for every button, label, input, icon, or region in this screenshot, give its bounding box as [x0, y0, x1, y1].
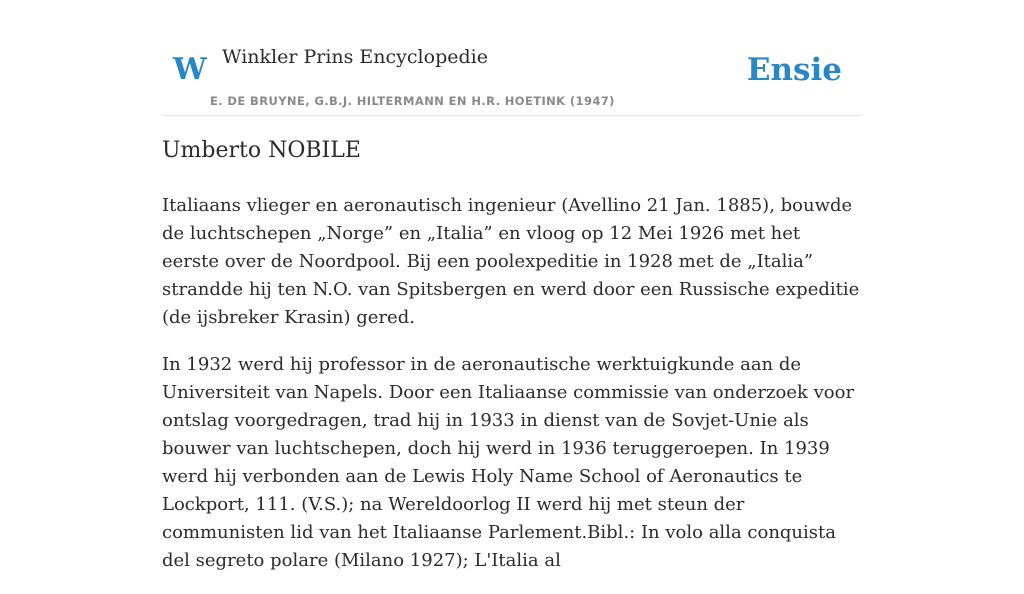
ensie-logo[interactable]: Ensie [746, 52, 842, 88]
article-paragraph: Italiaans vlieger en aeronautisch ingenieur (Avellino 21 Jan. 1885), bouwde de luchtschepen „Norge” en „Italia” en vloog op 12 Mei 1926 met het eerste over de Noordpool. Bij een poolexpeditie in 1928 met de „Italia” strandde hij ten N.O. van Spitsbergen en werd door een Russische expeditie (de ijsbreker Krasin) gered. [162, 195, 860, 328]
source-authors: E. DE BRUYNE, G.B.J. HILTERMANN EN H.R. HOETINK (1947) [210, 94, 615, 108]
article-paragraph: In 1932 werd hij professor in de aeronautische werktuigkunde aan de Universiteit van Napels. Door een Italiaanse commissie van onderzoek voor ontslag voorgedragen, trad hij in 1933 in dienst van de Sovjet-Unie als bouwer van luchtschepen, doch hij werd in 1936 teruggeroepen. In 1939 werd hij verbonden aan de Lewis Holy Name School of Aeronautics te Lockport, 111. (V.S.); na Wereldoorlog II werd hij met steun der communisten lid van het Italiaanse Parlement.Bibl.: In volo alla conquista del segreto polare (Milano 1927); L'Italia al [162, 354, 855, 571]
page-title: Umberto NOBILE [162, 138, 361, 163]
site-header [162, 40, 862, 116]
winkler-prins-logo[interactable]: W [173, 52, 207, 87]
source-title[interactable]: Winkler Prins Encyclopedie [222, 46, 488, 68]
article-body [162, 192, 862, 594]
